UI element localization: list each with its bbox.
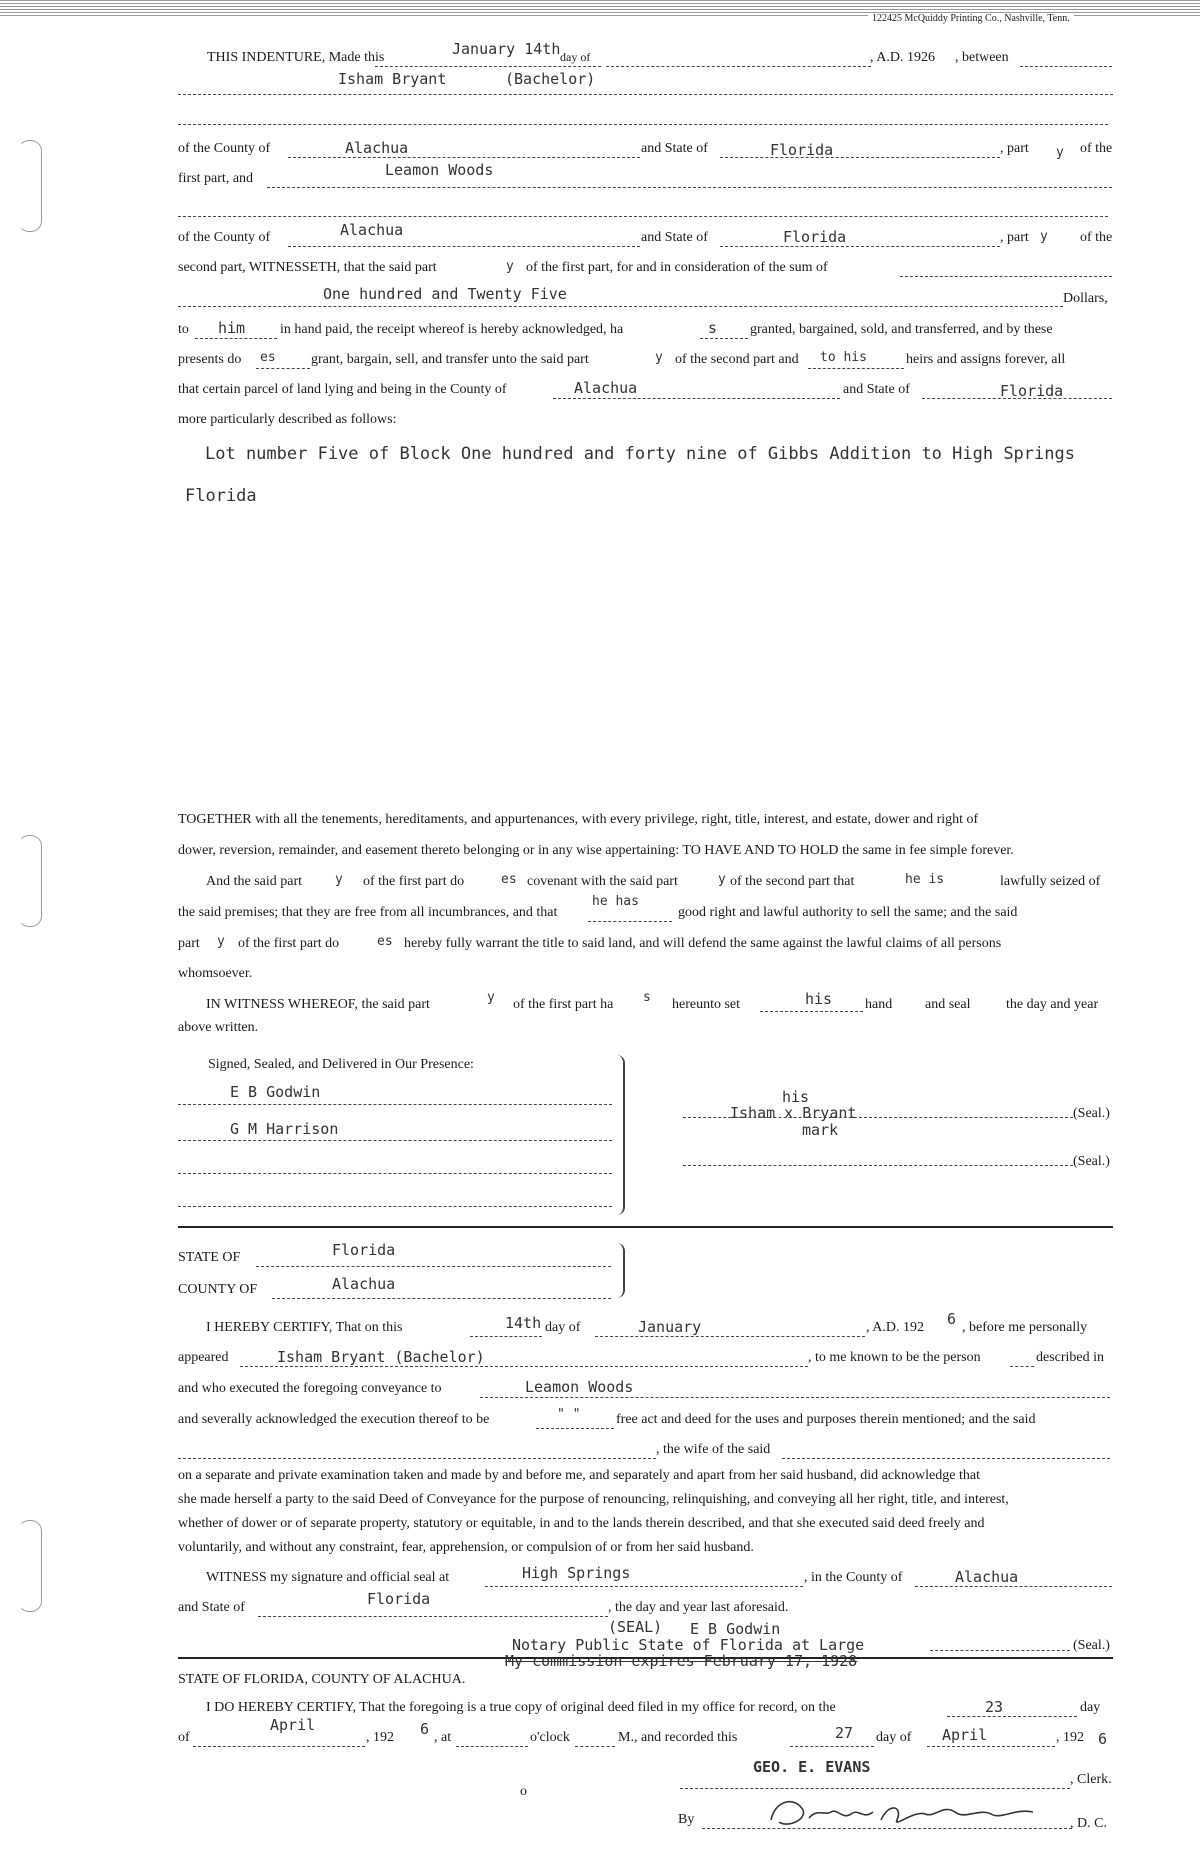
cov-es: es [501, 872, 517, 887]
first-party-county: Alachua [345, 139, 409, 157]
ack-appeared-name: Isham Bryant (Bachelor) [277, 1348, 485, 1366]
ack-sig-county: Alachua [955, 1568, 1019, 1586]
ack-state: Florida [332, 1241, 396, 1259]
signature-bracket [615, 1055, 625, 1215]
party-suffix-2: y [1040, 229, 1048, 244]
witnesseth-label: second part, WITNESSETH, that the said part [178, 260, 437, 275]
described-label: more particularly described as follows: [178, 412, 397, 427]
wit-w2: of the first part ha [513, 997, 614, 1012]
wit-his: his [805, 990, 833, 1008]
wit-w4: hand [865, 997, 893, 1012]
to-whom: him [218, 319, 246, 337]
parcel-county: Alachua [574, 379, 638, 397]
cov-he-has: he has [592, 894, 639, 909]
second-part-and-label: of the second part and [675, 352, 799, 367]
cov-c3: hereby fully warrant the title to said land, and will defend the same against the lawful claims of all persons [404, 936, 1002, 951]
ack-day-of: day of [545, 1320, 581, 1335]
binder-hole [18, 1520, 42, 1612]
cov-a3: covenant with the said part [527, 874, 678, 889]
printer-mark: 122425 McQuiddy Printing Co., Nashville, Tenn. [868, 13, 1074, 24]
seal-2: (Seal.) [1073, 1154, 1110, 1169]
wit-w3: hereunto set [672, 997, 741, 1012]
grant-y: y [655, 350, 663, 365]
ack-ad: , A.D. 192 [866, 1320, 924, 1335]
rec-day: 27 [835, 1724, 854, 1742]
rec-filed-day: 23 [985, 1698, 1004, 1716]
ack-para4: voluntarily, and without any constraint, fear, apprehension, or compulsion of or from her said husband. [178, 1540, 754, 1555]
ha-suffix: s [708, 319, 718, 337]
between-label: , between [955, 50, 1009, 65]
ack-day: 14th [505, 1314, 542, 1332]
ack-blank-mark: " " [557, 1407, 581, 1422]
ack-before-me: , before me personally [962, 1320, 1088, 1335]
section-rule [178, 1226, 1113, 1228]
second-party-county: Alachua [340, 221, 404, 239]
ack-para3: whether of dower or of separate property, statutory or equitable, in and to the lands therein described, and that she executed said deed freely and [178, 1516, 985, 1531]
cov-b1: the said premises; that they are free from all incumbrances, and that [178, 905, 558, 920]
rec-filed-month: April [270, 1716, 316, 1734]
cov-d1: whomsoever. [178, 966, 253, 981]
ack-described-in: described in [1036, 1350, 1105, 1365]
wit-s: s [643, 990, 651, 1005]
rec-of: of [178, 1730, 190, 1745]
witness-2: G M Harrison [230, 1120, 339, 1138]
ack-para1: on a separate and private examination taken and made by and before me, and separately and apart from her said husband, did acknowledge that [178, 1468, 980, 1483]
state-label-1: and State of [641, 141, 708, 156]
together-line1: TOGETHER with all the tenements, hereditaments, and appurtenances, with every privilege, right, title, interest, and estate, dower and right of [178, 812, 979, 827]
consideration-amount: One hundred and Twenty Five [323, 285, 567, 303]
ack-day-year: , the day and year last aforesaid. [608, 1600, 789, 1615]
ack-grantee: Leamon Woods [525, 1378, 634, 1396]
rec-r1-day: day [1080, 1700, 1101, 1715]
ack-witness-sig: WITNESS my signature and official seal at [206, 1570, 450, 1585]
county-label-2: of the County of [178, 230, 271, 245]
seal-1: (Seal.) [1073, 1106, 1110, 1121]
cov-c2: of the first part do [238, 936, 340, 951]
hand-paid-label: in hand paid, the receipt whereof is hereby acknowledged, ha [280, 322, 624, 337]
first-party-state: Florida [770, 141, 834, 159]
cov-he-is: he is [905, 872, 945, 887]
mark-his: his [782, 1088, 810, 1106]
rec-year-digit: 6 [420, 1720, 430, 1738]
county-label-1: of the County of [178, 141, 271, 156]
presence-label: Signed, Sealed, and Delivered in Our Presence: [208, 1057, 474, 1072]
ack-sig-state: Florida [367, 1590, 431, 1608]
ack-county-label: COUNTY OF [178, 1282, 258, 1297]
parcel-line-label: that certain parcel of land lying and being in the County of [178, 382, 507, 397]
rec-clerk-label: , Clerk. [1070, 1772, 1112, 1787]
ack-seal: (Seal.) [1073, 1638, 1110, 1653]
day-of-label: day of [560, 50, 591, 64]
ack-wife: , the wife of the said [656, 1442, 771, 1457]
and-state-label: and State of [843, 382, 910, 397]
together-line2: dower, reversion, remainder, and easement thereto belonging or in any wise appertaining: TO HAVE AND TO HOLD the same in fee simple forever. [178, 843, 1014, 858]
party-label-2: , part [1000, 230, 1029, 245]
ack-seal-label: (SEAL) [608, 1618, 663, 1636]
signer-name: Isham x Bryant [730, 1104, 857, 1122]
ack-severally2: free act and deed for the uses and purposes therein mentioned; and the said [616, 1412, 1036, 1427]
legal-description-line1: Lot number Five of Block One hundred and forty nine of Gibbs Addition to High Springs [205, 444, 1075, 464]
grant-line-label: grant, bargain, sell, and transfer unto the said part [311, 352, 589, 367]
wit-w1: IN WITNESS WHEREOF, the said part [206, 997, 430, 1012]
wit-w6: the day and year [1006, 997, 1099, 1012]
cov-c1: part [178, 936, 200, 951]
heirs-label: heirs and assigns forever, all [906, 352, 1066, 367]
rec-clerk-name: GEO. E. EVANS [753, 1758, 871, 1776]
rec-circle: o [520, 1784, 527, 1799]
ack-county: Alachua [332, 1275, 396, 1293]
ack-month: January [638, 1318, 702, 1336]
ack-severally1: and severally acknowledged the execution thereof to be [178, 1412, 490, 1427]
ack-appeared: appeared [178, 1350, 229, 1365]
to-his: to his [820, 350, 867, 365]
first-part-and: first part, and [178, 171, 254, 186]
cov-b2: good right and lawful authority to sell the same; and the said [678, 905, 1018, 920]
witnesseth-y: y [506, 259, 514, 274]
wit-y: y [487, 990, 495, 1005]
ack-executed: and who executed the foregoing conveyance to [178, 1381, 442, 1396]
rec-year2-digit: 6 [1098, 1730, 1108, 1748]
party-label-1: , part [1000, 141, 1029, 156]
party-suffix-1: y [1056, 145, 1064, 160]
deputy-clerk-signature [765, 1790, 1045, 1834]
rec-r1: I DO HEREBY CERTIFY, That the foregoing is a true copy of original deed filed in my office for record, on the [206, 1700, 836, 1715]
of-the-2: of the [1080, 230, 1113, 245]
grantee-name: Leamon Woods [385, 161, 494, 179]
indenture-label: THIS INDENTURE, Made this [207, 50, 385, 65]
rec-day-of: day of [876, 1730, 912, 1745]
wit-w7: above written. [178, 1020, 259, 1035]
granted-label: granted, bargained, sold, and transferred, and by these [750, 322, 1053, 337]
cov-y2: y [718, 872, 726, 887]
of-the-1: of the [1080, 141, 1113, 156]
binder-hole [18, 835, 42, 927]
rec-by: By [678, 1812, 695, 1827]
cov-y3: y [217, 934, 225, 949]
ack-commission: My commission expires February 17, 1928 [505, 1652, 858, 1670]
grantor-status: (Bachelor) [505, 70, 596, 88]
cov-y1: y [335, 872, 343, 887]
rec-year: , 192 [366, 1730, 394, 1745]
ack-certify1: I HEREBY CERTIFY, That on this [206, 1320, 403, 1335]
rec-heading: STATE OF FLORIDA, COUNTY OF ALACHUA. [178, 1672, 466, 1687]
cov-a5: lawfully seized of [1000, 874, 1101, 889]
venue-bracket [615, 1243, 625, 1298]
rec-at: , at [434, 1730, 452, 1745]
ack-state-label: STATE OF [178, 1250, 241, 1265]
ack-and-state: and State of [178, 1600, 245, 1615]
parcel-state: Florida [1000, 382, 1064, 400]
cov-a1: And the said part [206, 874, 303, 889]
ack-para2: she made herself a party to the said Deed of Conveyance for the purpose of renouncing, relinquishing, and conveying all her right, title, and interest, [178, 1492, 1009, 1507]
ack-year-digit: 6 [947, 1310, 957, 1328]
rec-dc: , D. C. [1070, 1816, 1107, 1831]
do-suffix: es [260, 350, 276, 365]
ack-known: , to me known to be the person [808, 1350, 981, 1365]
binder-hole [18, 140, 42, 232]
grantor-name: Isham Bryant [338, 70, 447, 88]
to-label: to [178, 322, 189, 337]
indenture-date: January 14th [452, 40, 561, 58]
ack-notary-title: Notary Public State of Florida at Large [512, 1636, 865, 1654]
dollars-label: Dollars, [1063, 291, 1108, 306]
rec-month: April [942, 1726, 988, 1744]
state-label-2: and State of [641, 230, 708, 245]
ack-county-of: , in the County of [804, 1570, 903, 1585]
rec-year2: , 192 [1056, 1730, 1084, 1745]
witness-1: E B Godwin [230, 1083, 321, 1101]
mark-label: mark [802, 1121, 839, 1139]
ack-place: High Springs [522, 1564, 631, 1582]
legal-description-line2: Florida [185, 486, 257, 506]
wit-w5: and seal [925, 997, 971, 1012]
ack-notary-name: E B Godwin [690, 1620, 781, 1638]
ad-label: , A.D. 1926 [870, 50, 935, 65]
presents-label: presents do [178, 352, 242, 367]
second-party-state: Florida [783, 228, 847, 246]
rec-oclock: o'clock [530, 1730, 570, 1745]
cov-a2: of the first part do [363, 874, 465, 889]
cov-a4: of the second part that [730, 874, 855, 889]
consideration-label: of the first part, for and in consideration of the sum of [526, 260, 828, 275]
cov-es2: es [377, 934, 393, 949]
rec-m: M., and recorded this [618, 1730, 738, 1745]
